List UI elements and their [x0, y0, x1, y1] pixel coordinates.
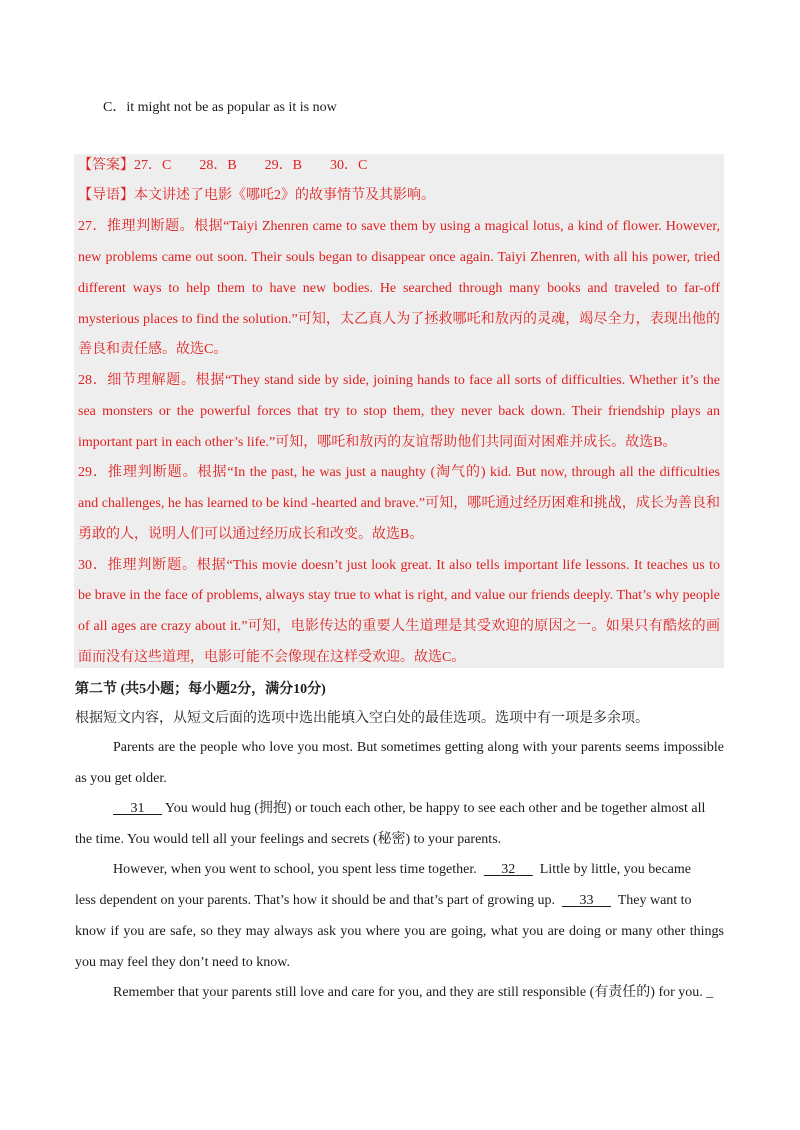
paragraph-line: you may feel they don’t need to know. — [75, 955, 291, 970]
paragraph-text: They want to — [617, 893, 692, 908]
q30-line: 30．推理判断题。根据“This movie doesn’t just look great. It also tells important life lessons. It teaches us to — [78, 558, 720, 573]
paragraph-line: know if you are safe, so they may always ask you where you are going, what you are doing or many other things — [75, 924, 724, 939]
paragraph-line — [75, 983, 724, 1003]
paragraph-line — [75, 799, 724, 819]
paragraph-text: You would hug (拥抱) or touch each other, be happy to see each other and be together almost all — [164, 801, 706, 816]
paragraph-text: less dependent on your parents. That’s how it should be and that’s part of growing up. — [75, 893, 555, 908]
paragraph-text: Remember that your parents still love and care for you, and they are still responsible (有责任的) for you. — [113, 985, 703, 1000]
paragraph-line: as you get older. — [75, 771, 167, 786]
blank-number: 31 — [130, 801, 145, 816]
q28-line: important part in each other’s life.”可知，哪吒和敖丙的友谊帮助他们共同面对困难并成长。故选B。 — [78, 435, 677, 450]
guide-line: 【导语】本文讲述了电影《哪吒2》的故事情节及其影响。 — [78, 188, 435, 203]
q27-line: 善良和责任感。故选C。 — [78, 342, 228, 357]
q27-line: different ways to help them to have new bodies. He searched through many books and traveled to far-off — [78, 281, 720, 296]
section-instruction: 根据短文内容，从短文后面的选项中选出能填入空白处的最佳选项。选项中有一项是多余项。 — [75, 711, 649, 726]
q30-line: 面而没有这些道理，电影可能不会像现在这样受欢迎。故选C。 — [78, 650, 466, 665]
q30-line: of all ages are crazy about it.”可知，电影传达的重要人生道理是其受欢迎的原因之一。如果只有酷炫的画 — [78, 619, 720, 634]
paragraph-line — [75, 891, 724, 911]
q27-line: 27．推理判断题。根据“Taiyi Zhenren came to save them by using a magical lotus, a kind of flower. However, — [78, 219, 720, 234]
trailing-blank[interactable]: _ — [706, 985, 714, 1000]
q28-line: 28．细节理解题。根据“They stand side by side, joining hands to face all sorts of difficulties. Whether it’s the — [78, 373, 720, 388]
blank-32[interactable] — [484, 860, 533, 880]
q27-line: mysterious places to find the solution.”可知，太乙真人为了拯救哪吒和敖丙的灵魂，竭尽全力，表现出他的 — [78, 312, 720, 327]
blank-31[interactable] — [113, 799, 162, 819]
q30-line: be brave in the face of problems, always stay true to what is right, and value our friends deeply. That’s why people — [78, 588, 720, 603]
blank-number: 33 — [579, 893, 594, 908]
option-c: C．it might not be as popular as it is now — [103, 100, 337, 115]
blank-33[interactable] — [562, 891, 611, 911]
q29-line: 勇敢的人，说明人们可以通过经历成长和改变。故选B。 — [78, 527, 424, 542]
paragraph-text: Little by little, you became — [539, 862, 691, 877]
q29-line: 29．推理判断题。根据“In the past, he was just a naughty (淘气的) kid. But now, through all the difficulties — [78, 465, 720, 480]
section-heading: 第二节 (共5小题；每小题2分，满分10分) — [75, 682, 326, 697]
q29-line: and challenges, he has learned to be kind -hearted and brave.”可知，哪吒通过经历困难和挑战，成长为善良和 — [78, 496, 720, 511]
paragraph-text: However, when you went to school, you spent less time together. — [113, 862, 477, 877]
paragraph-line: Parents are the people who love you most. But sometimes getting along with your parents seems impossible — [113, 740, 724, 755]
paragraph-line: the time. You would tell all your feelings and secrets (秘密) to your parents. — [75, 832, 502, 847]
answer-key: 【答案】27．C 28．B 29．B 30．C — [78, 158, 368, 173]
paragraph-line — [75, 860, 724, 880]
q28-line: sea monsters or the powerful forces that try to stop them, they never back down. Their friendship plays an — [78, 404, 720, 419]
blank-number: 32 — [501, 862, 516, 877]
q27-line: new problems came out soon. Their souls began to disappear once again. Taiyi Zhenren, with all his power, tried — [78, 250, 720, 265]
answer-explanation-box — [74, 154, 724, 668]
